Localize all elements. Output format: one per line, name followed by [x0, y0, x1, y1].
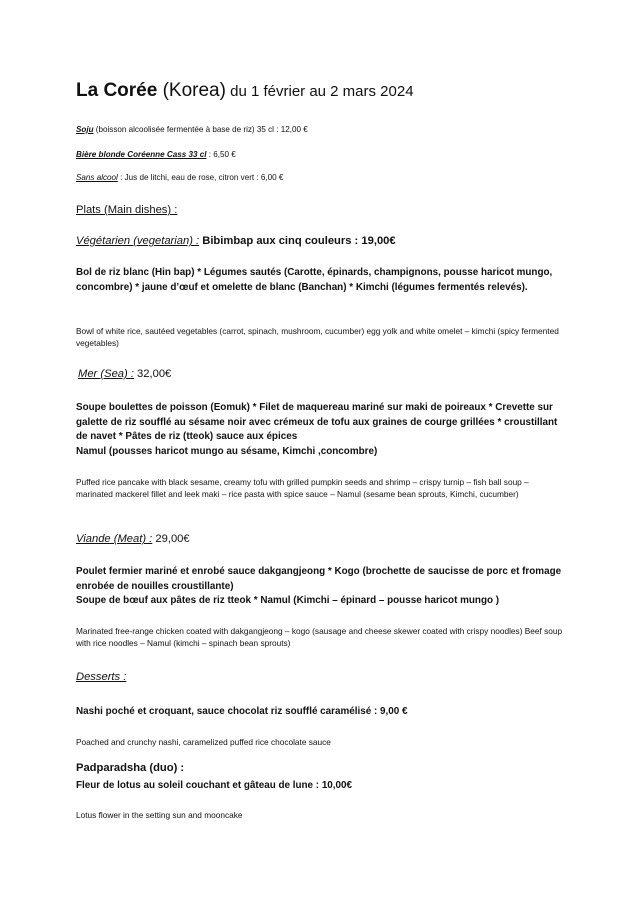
title-main: La Corée: [76, 80, 158, 101]
drink-soju: [76, 124, 566, 135]
drink-text: (boisson alcoolisée fermentée à base de riz) 35 cl : 12,00 €: [93, 125, 308, 134]
vegetarian-label: Végétarien (vegetarian) :: [76, 235, 200, 247]
title-korea: (Korea): [157, 80, 226, 101]
sea-heading: [76, 367, 566, 382]
drink-label: Soju: [76, 125, 94, 134]
vegetarian-title: Bibimbap aux cinq couleurs : 19,00€: [199, 235, 396, 247]
main-dishes-heading: Plats (Main dishes) :: [76, 204, 178, 216]
meat-price: 29,00€: [152, 533, 190, 545]
dessert-nashi-en: Poached and crunchy nashi, caramelized puffed rice chocolate sauce: [76, 737, 331, 747]
drink-soft: [76, 172, 566, 183]
drink-beer: [76, 149, 566, 160]
vegetarian-description-en: Bowl of white rice, sautéed vegetables (carrot, spinach, mushroom, cucumber) egg yolk and white omelet – kimchi (spicy fermented vegetables): [76, 326, 559, 349]
sea-price: 32,00€: [133, 368, 172, 380]
dessert-nashi-fr: Nashi poché et croquant, sauce chocolat riz soufflé caramélisé : 9,00 €: [76, 706, 408, 717]
drink-label: Bière blonde Coréenne Cass 33 cl: [76, 150, 207, 159]
meat-heading: [76, 532, 566, 547]
title-dates: du 1 février au 2 mars 2024: [225, 83, 414, 100]
sea-description-en: Puffed rice pancake with black sesame, creamy tofu with grilled pumpkin seeds and shrimp – crispy turnip – fish ball soup – marinated mackerel fillet and leek maki – rice pasta with spice sauce – Namul (sesame bean sprouts, Kimchi, cucumber): [76, 477, 529, 500]
meat-description-fr: Poulet fermier mariné et enrobé sauce dakgangjeong * Kogo (brochette de saucisse de porc et fromage enrobée de nouilles croustillante) Soupe de bœuf aux pâtes de riz tteok * Namul (Kimchi – épinard – pousse haricot mungo ): [76, 566, 562, 607]
dessert-padparadsha-fr: Fleur de lotus au soleil couchant et gâteau de lune : 10,00€: [76, 780, 353, 791]
vegetarian-heading: [76, 234, 566, 249]
meat-description-en: Marinated free-range chicken coated with dakgangjeong – kogo (sausage and cheese skewer coated with crispy noodles) Beef soup with rice noodles – Namul (kimchi – spinach bean sprouts): [76, 626, 563, 649]
meat-label: Viande (Meat) :: [76, 533, 153, 545]
sea-label: Mer (Sea) :: [78, 368, 134, 380]
vegetarian-description-fr: Bol de riz blanc (Hin bap) * Légumes sautés (Carotte, épinards, champignons, pousse haricot mungo, concombre) * jaune d’œuf et omelette de blanc (Banchan) * Kimchi (légumes fermentés relevés).: [76, 267, 553, 293]
drink-text: : 6,50 €: [206, 150, 236, 159]
page-title: [76, 79, 566, 104]
dessert-padparadsha-title: Padparadsha (duo) :: [76, 762, 185, 774]
sea-description-fr: Soupe boulettes de poisson (Eomuk) * Filet de maquereau mariné sur maki de poireaux * Crevette sur galette de riz soufflé au sésame noir avec crémeux de tofu aux graines de courge grillées * croustillant de navet * Pâtes de riz (tteok) sauce aux épices Namul (pousses haricot mungo au sésame, Kimchi ,concombre): [76, 402, 558, 457]
dessert-padparadsha-en: Lotus flower in the setting sun and mooncake: [76, 810, 243, 820]
desserts-heading: Desserts :: [76, 671, 127, 683]
drink-text: : Jus de litchi, eau de rose, citron vert : 6,00 €: [117, 173, 284, 182]
drink-label: Sans alcool: [76, 173, 118, 182]
